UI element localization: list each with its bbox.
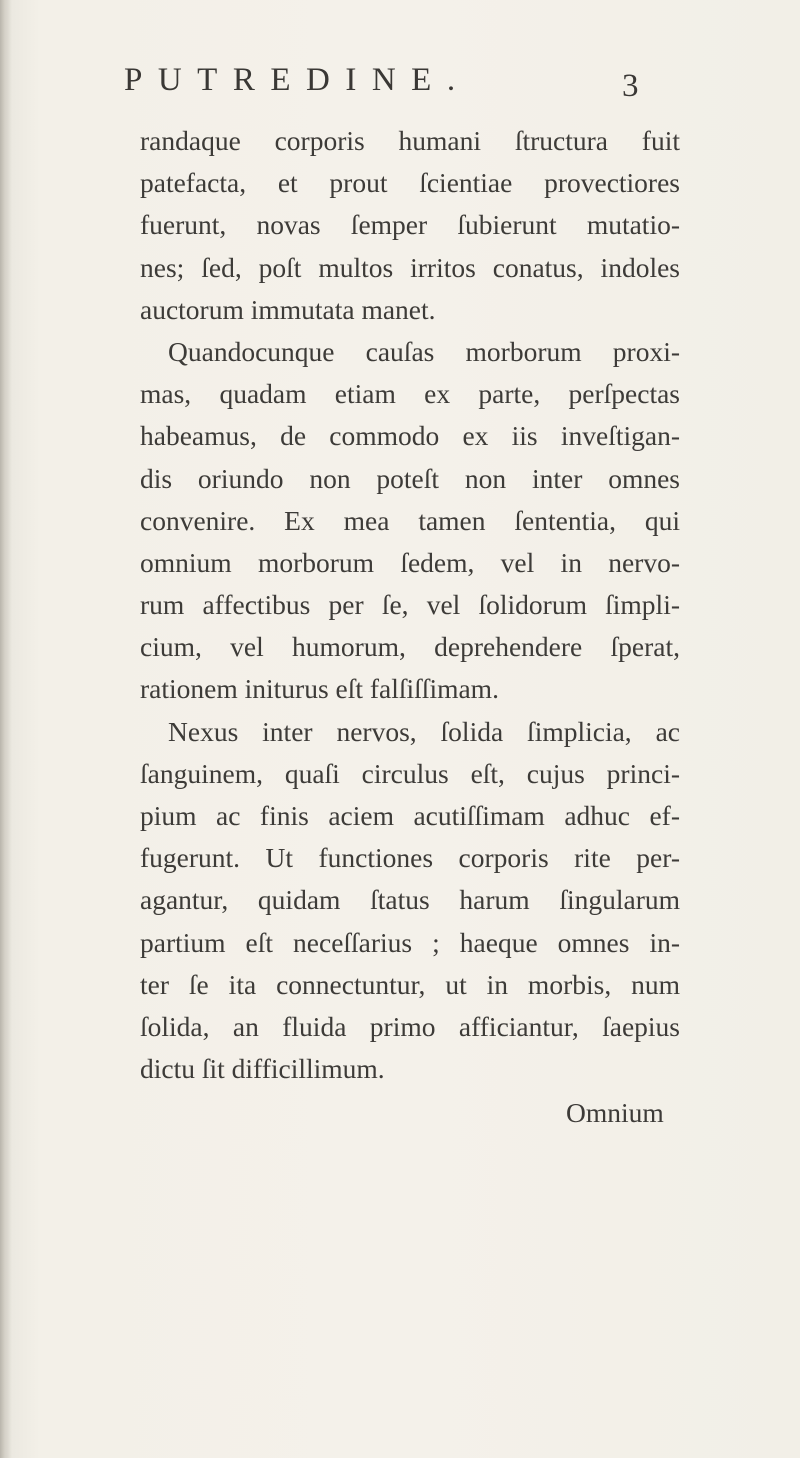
text-line: dictu ſit difficillimum.: [140, 1053, 385, 1085]
text-line: Quandocunque cauſas morborum proxi-: [168, 335, 680, 367]
text-line: rum affectibus per ſe, vel ſolidorum ſimpli-: [140, 589, 680, 621]
text-line: ter ſe ita connectuntur, ut in morbis, num: [140, 968, 680, 1000]
text-line: pium ac finis aciem acutiſſimam adhuc ef-: [140, 800, 680, 831]
text-line: fugerunt. Ut functiones corporis rite per-: [140, 842, 680, 874]
page-number: 3: [622, 68, 639, 104]
running-head: [124, 62, 664, 108]
text-line: agantur, quidam ſtatus harum ſingularum: [140, 884, 680, 916]
text-line: habeamus, de commodo ex iis inveſtigan-: [140, 420, 680, 452]
body-text: [140, 120, 680, 1090]
text-line: dis oriundo non poteſt non inter omnes: [140, 462, 680, 494]
text-line: omnium morborum ſedem, vel in nervo-: [140, 546, 680, 578]
text-line: ſolida, an fluida primo afficiantur, ſaepius: [140, 1010, 680, 1042]
page-gutter: [0, 0, 12, 1458]
text-line: ſanguinem, quaſi circulus eſt, cujus princi-: [140, 757, 680, 789]
text-line: rationem initurus eſt falſiſſimam.: [140, 673, 499, 705]
text-line: fuerunt, novas ſemper ſubierunt mutatio-: [140, 209, 680, 241]
text-line: nes; ſed, poſt multos irritos conatus, indoles: [140, 251, 680, 283]
text-line: cium, vel humorum, deprehendere ſperat,: [140, 631, 680, 663]
text-line: auctorum immutata manet.: [140, 293, 436, 325]
text-line: Nexus inter nervos, ſolida ſimplicia, ac: [168, 715, 680, 747]
text-line: patefacta, et prout ſcientiae provectiores: [140, 167, 680, 199]
text-line: randaque corporis humani ſtructura fuit: [140, 125, 680, 156]
text-line: convenire. Ex mea tamen ſententia, qui: [140, 504, 680, 536]
running-head-title: PUTREDINE.: [124, 62, 471, 98]
text-line: mas, quadam etiam ex parte, perſpectas: [140, 378, 680, 410]
text-line: partium eſt neceſſarius ; haeque omnes in-: [140, 926, 680, 958]
catchword: Omnium: [566, 1097, 664, 1128]
